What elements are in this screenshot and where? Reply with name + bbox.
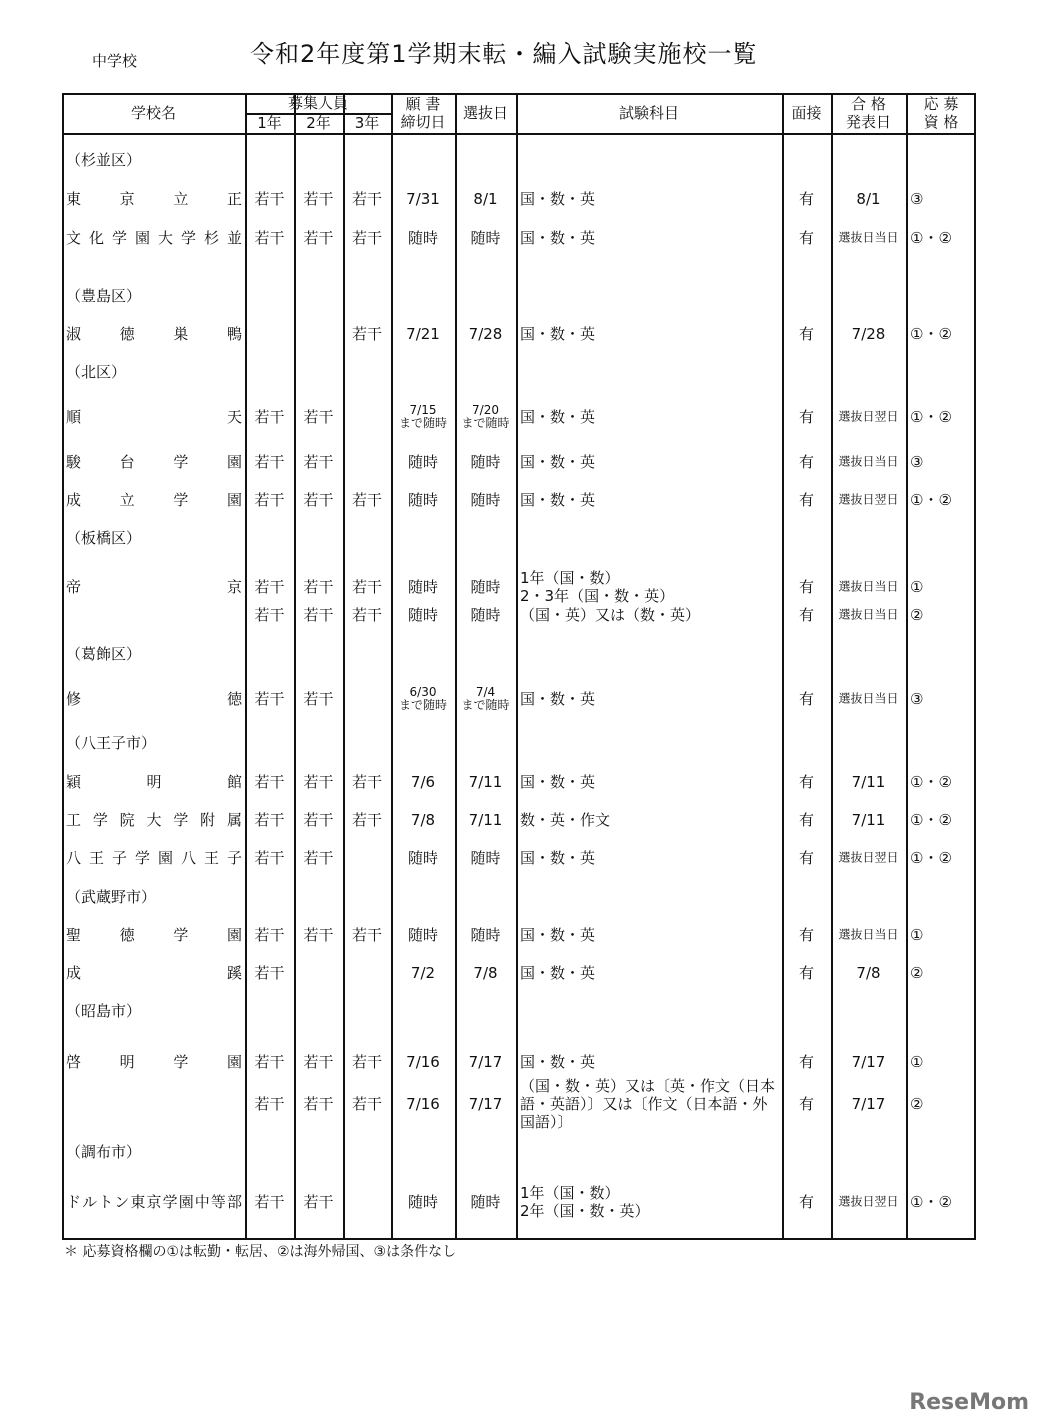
school-name: 修徳 <box>66 690 242 708</box>
y1-cell: 若干 <box>254 690 285 708</box>
y2-cell: 若干 <box>303 1095 334 1113</box>
section-label: （杉並区） <box>66 151 142 169</box>
interview-cell: 有 <box>798 578 814 596</box>
qualification-cell: ①・② <box>910 1193 952 1211</box>
qualification-cell: ② <box>910 964 924 982</box>
subjects-cell: 国・数・英 <box>520 190 596 208</box>
subjects-cell: 国・数・英 <box>520 773 596 791</box>
y1-cell: 若干 <box>254 606 285 624</box>
y3-cell: 若干 <box>351 578 382 596</box>
school-name: 淑徳巣鴨 <box>66 325 242 343</box>
subjects-cell: 1年（国・数） 2・3年（国・数・英） <box>520 569 675 605</box>
deadline-cell: 7/16 <box>406 1053 440 1071</box>
y2-cell: 若干 <box>303 453 334 471</box>
qualification-cell: ①・② <box>910 773 952 791</box>
school-name: 穎明館 <box>66 773 242 791</box>
subjects-cell: 数・英・作文 <box>520 811 611 829</box>
section-label: （武蔵野市） <box>66 888 157 906</box>
watermark-logo: ReseMom <box>909 1390 1029 1415</box>
date-cell: 随時 <box>470 491 501 509</box>
result-cell: 選抜日当日 <box>838 579 899 594</box>
result-cell: 7/8 <box>856 964 881 982</box>
header-deadline: 願 書 締切日 <box>400 95 446 131</box>
result-cell: 選抜日翌日 <box>838 409 899 424</box>
deadline-cell: 7/21 <box>406 325 440 343</box>
y3-cell: 若干 <box>351 1053 382 1071</box>
date-cell: 7/11 <box>468 811 503 829</box>
y2-cell: 若干 <box>303 849 334 867</box>
qualification-cell: ③ <box>910 190 924 208</box>
y2-cell: 若干 <box>303 491 334 509</box>
qualification-cell: ③ <box>910 453 924 471</box>
y1-cell: 若干 <box>254 578 285 596</box>
interview-cell: 有 <box>798 325 814 343</box>
y1-cell: 若干 <box>254 1053 285 1071</box>
subjects-cell: （国・数・英）又は〔英・作文（日本語・英語）〕又は〔作文（日本語・外国語）〕 <box>520 1077 776 1131</box>
y2-cell: 若干 <box>303 578 334 596</box>
deadline-cell: 随時 <box>407 606 438 624</box>
deadline-cell: 随時 <box>407 453 438 471</box>
result-cell: 選抜日翌日 <box>838 1194 899 1209</box>
section-label: （豊島区） <box>66 287 142 305</box>
header-year1: 1年 <box>257 114 282 132</box>
column-divider <box>906 93 908 1240</box>
school-name: 工学院大学附属 <box>66 811 242 829</box>
subjects-cell: 国・数・英 <box>520 408 596 426</box>
y1-cell: 若干 <box>254 849 285 867</box>
result-cell: 7/11 <box>851 811 886 829</box>
subjects-cell: 国・数・英 <box>520 491 596 509</box>
result-cell: 7/11 <box>851 773 886 791</box>
qualification-cell: ② <box>910 1095 924 1113</box>
deadline-cell: 7/31 <box>406 190 440 208</box>
date-cell: 随時 <box>470 578 501 596</box>
y3-cell: 若干 <box>351 1095 382 1113</box>
date-cell: 随時 <box>470 1193 501 1211</box>
school-name: 東京立正 <box>66 190 242 208</box>
header-interview: 面接 <box>791 104 822 122</box>
y1-cell: 若干 <box>254 1193 285 1211</box>
result-cell: 選抜日当日 <box>838 454 899 469</box>
y2-cell: 若干 <box>303 408 334 426</box>
school-name: 文化学園大学杉並 <box>66 229 242 247</box>
date-cell: 7/4 まで随時 <box>461 685 510 712</box>
y2-cell: 若干 <box>303 811 334 829</box>
subjects-cell: 1年（国・数） 2年（国・数・英） <box>520 1184 650 1220</box>
subjects-cell: 国・数・英 <box>520 325 596 343</box>
school-name: 成立学園 <box>66 491 242 509</box>
subjects-cell: 国・数・英 <box>520 1053 596 1071</box>
qualification-cell: ①・② <box>910 849 952 867</box>
y2-cell: 若干 <box>303 773 334 791</box>
result-cell: 選抜日当日 <box>838 691 899 706</box>
header-year2: 2年 <box>306 114 331 132</box>
qualification-cell: ① <box>910 926 924 944</box>
qualification-cell: ①・② <box>910 229 952 247</box>
column-divider <box>516 93 518 1240</box>
date-cell: 随時 <box>470 606 501 624</box>
y3-cell: 若干 <box>351 606 382 624</box>
y2-cell: 若干 <box>303 190 334 208</box>
date-cell: 随時 <box>470 849 501 867</box>
deadline-cell: 随時 <box>407 491 438 509</box>
school-type-label: 中学校 <box>92 52 138 70</box>
date-cell: 7/28 <box>468 325 503 343</box>
deadline-cell: 随時 <box>407 926 438 944</box>
interview-cell: 有 <box>798 1095 814 1113</box>
school-name: 順天 <box>66 408 242 426</box>
y2-cell: 若干 <box>303 690 334 708</box>
result-cell: 8/1 <box>856 190 881 208</box>
y3-cell: 若干 <box>351 811 382 829</box>
y3-cell: 若干 <box>351 229 382 247</box>
interview-cell: 有 <box>798 964 814 982</box>
qualification-cell: ② <box>910 606 924 624</box>
y1-cell: 若干 <box>254 408 285 426</box>
header-date: 選抜日 <box>462 104 508 122</box>
header-subjects: 試験科目 <box>618 104 679 122</box>
y3-cell: 若干 <box>351 926 382 944</box>
school-name: 帝京 <box>66 578 242 596</box>
y1-cell: 若干 <box>254 926 285 944</box>
interview-cell: 有 <box>798 690 814 708</box>
qualification-cell: ①・② <box>910 811 952 829</box>
interview-cell: 有 <box>798 849 814 867</box>
deadline-cell: 7/8 <box>410 811 436 829</box>
interview-cell: 有 <box>798 453 814 471</box>
y1-cell: 若干 <box>254 964 285 982</box>
subjects-cell: 国・数・英 <box>520 453 596 471</box>
result-cell: 選抜日当日 <box>838 230 899 245</box>
header-qualification: 応 募 資 格 <box>923 95 959 131</box>
date-cell: 随時 <box>470 453 501 471</box>
footnote: ＊ 応募資格欄の①は転勤・転居、②は海外帰国、③は条件なし <box>64 1244 457 1260</box>
section-label: （調布市） <box>66 1143 142 1161</box>
date-cell: 随時 <box>470 926 501 944</box>
y1-cell: 若干 <box>254 773 285 791</box>
deadline-cell: 随時 <box>407 1193 438 1211</box>
interview-cell: 有 <box>798 606 814 624</box>
qualification-cell: ①・② <box>910 325 952 343</box>
section-label: （昭島市） <box>66 1002 142 1020</box>
subjects-cell: 国・数・英 <box>520 690 596 708</box>
section-label: （板橋区） <box>66 529 142 547</box>
date-cell: 随時 <box>470 229 501 247</box>
y1-cell: 若干 <box>254 811 285 829</box>
section-label: （八王子市） <box>66 734 157 752</box>
y1-cell: 若干 <box>254 190 285 208</box>
interview-cell: 有 <box>798 926 814 944</box>
school-name: 駿台学園 <box>66 453 242 471</box>
date-cell: 7/17 <box>468 1053 503 1071</box>
deadline-cell: 7/6 <box>410 773 436 791</box>
date-cell: 7/17 <box>468 1095 503 1113</box>
date-cell: 7/11 <box>468 773 503 791</box>
qualification-cell: ①・② <box>910 491 952 509</box>
y3-cell: 若干 <box>351 190 382 208</box>
qualification-cell: ③ <box>910 690 924 708</box>
y2-cell: 若干 <box>303 1053 334 1071</box>
qualification-cell: ① <box>910 578 924 596</box>
school-name: ドルトン東京学園中等部 <box>66 1193 242 1211</box>
subjects-cell: （国・英）又は（数・英） <box>520 606 701 624</box>
y2-cell: 若干 <box>303 229 334 247</box>
y3-cell: 若干 <box>351 325 382 343</box>
subjects-cell: 国・数・英 <box>520 926 596 944</box>
deadline-cell: 随時 <box>407 849 438 867</box>
interview-cell: 有 <box>798 229 814 247</box>
y2-cell: 若干 <box>303 1193 334 1211</box>
y3-cell: 若干 <box>351 491 382 509</box>
result-cell: 7/17 <box>851 1095 886 1113</box>
result-cell: 選抜日当日 <box>838 927 899 942</box>
deadline-cell: 随時 <box>407 578 438 596</box>
date-cell: 8/1 <box>473 190 498 208</box>
school-name: 啓明学園 <box>66 1053 242 1071</box>
y2-cell: 若干 <box>303 926 334 944</box>
subjects-cell: 国・数・英 <box>520 849 596 867</box>
y1-cell: 若干 <box>254 491 285 509</box>
result-cell: 選抜日翌日 <box>838 492 899 507</box>
deadline-cell: 7/15 まで随時 <box>398 403 447 430</box>
y2-cell: 若干 <box>303 606 334 624</box>
y1-cell: 若干 <box>254 1095 285 1113</box>
interview-cell: 有 <box>798 1053 814 1071</box>
interview-cell: 有 <box>798 811 814 829</box>
deadline-cell: 6/30 まで随時 <box>398 685 447 712</box>
date-cell: 7/8 <box>473 964 498 982</box>
header-recruit: 募集人員 <box>287 94 348 112</box>
interview-cell: 有 <box>798 491 814 509</box>
interview-cell: 有 <box>798 1193 814 1211</box>
deadline-cell: 7/2 <box>410 964 436 982</box>
deadline-cell: 随時 <box>407 229 438 247</box>
qualification-cell: ① <box>910 1053 924 1071</box>
row-divider <box>62 133 976 135</box>
header-school: 学校名 <box>130 104 176 122</box>
interview-cell: 有 <box>798 408 814 426</box>
school-name: 聖徳学園 <box>66 926 242 944</box>
deadline-cell: 7/16 <box>406 1095 440 1113</box>
interview-cell: 有 <box>798 190 814 208</box>
subjects-cell: 国・数・英 <box>520 964 596 982</box>
school-name: 八王子学園八王子 <box>66 849 242 867</box>
y1-cell: 若干 <box>254 229 285 247</box>
result-cell: 7/28 <box>851 325 886 343</box>
header-result: 合 格 発表日 <box>845 95 891 131</box>
qualification-cell: ①・② <box>910 408 952 426</box>
result-cell: 選抜日当日 <box>838 607 899 622</box>
section-label: （北区） <box>66 363 127 381</box>
header-year3: 3年 <box>354 114 380 132</box>
interview-cell: 有 <box>798 773 814 791</box>
section-label: （葛飾区） <box>66 645 142 663</box>
result-cell: 7/17 <box>851 1053 886 1071</box>
school-name: 成蹊 <box>66 964 242 982</box>
result-cell: 選抜日翌日 <box>838 850 899 865</box>
y1-cell: 若干 <box>254 453 285 471</box>
page-title: 令和2年度第1学期末転・編入試験実施校一覧 <box>250 40 758 68</box>
date-cell: 7/20 まで随時 <box>461 403 510 430</box>
subjects-cell: 国・数・英 <box>520 229 596 247</box>
y3-cell: 若干 <box>351 773 382 791</box>
